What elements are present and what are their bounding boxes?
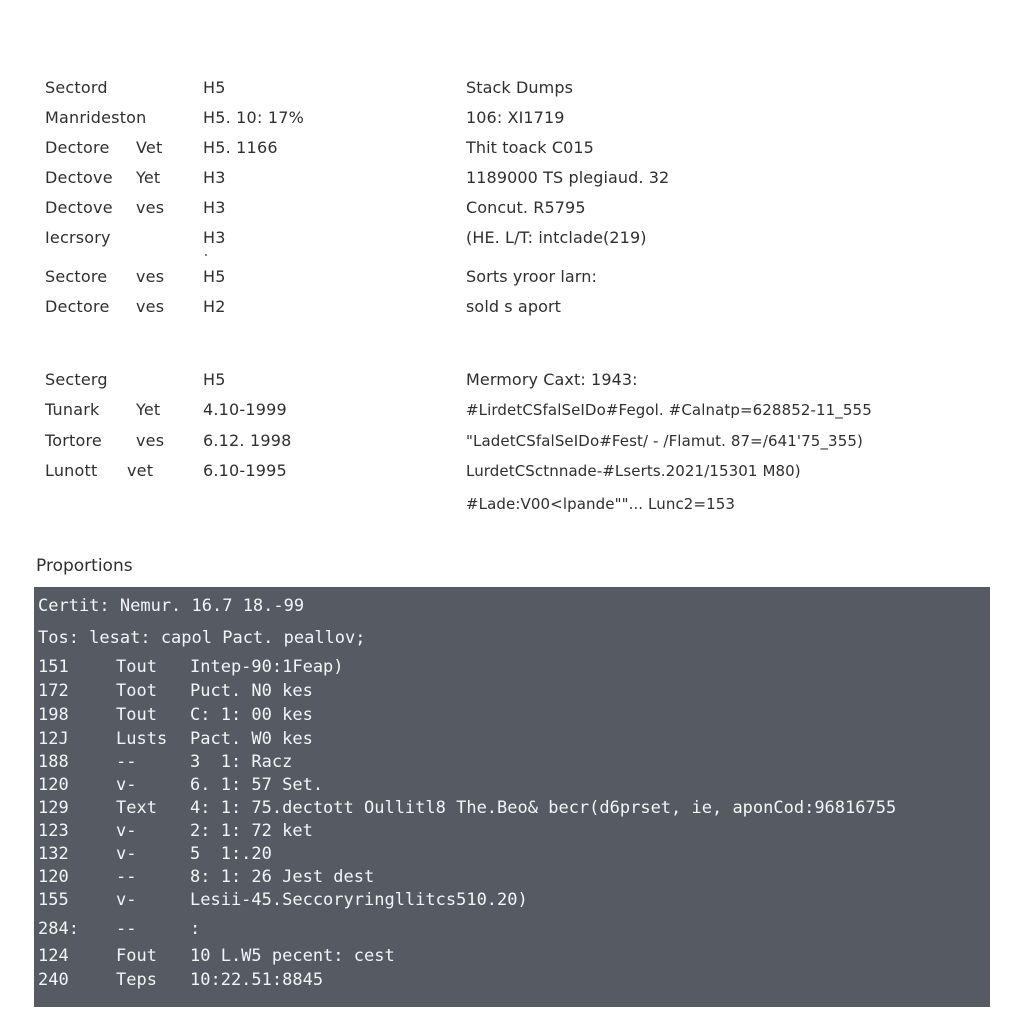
row-name: Dectore: [45, 297, 110, 316]
row-flag: Yet: [136, 168, 161, 187]
row-name: Lunott: [45, 461, 98, 480]
row-flag: ves: [136, 297, 165, 316]
row-id: 284:: [38, 919, 79, 939]
stack-line: Concut. R5795: [466, 198, 586, 217]
row-detail: Pact. W0 kes: [190, 729, 313, 749]
row-value: 6.10-1995: [203, 461, 287, 480]
row-detail: 2: 1: 72 ket: [190, 821, 313, 841]
row-value: H5: [203, 267, 226, 286]
stack-line: 106: XI1719: [466, 108, 565, 127]
console-header-line: Tos: lesat: capol Pact. peallov;: [38, 628, 366, 648]
row-id: 12J: [38, 729, 69, 749]
row-flag: ves: [136, 198, 165, 217]
row-type: v-: [116, 775, 137, 795]
row-type: Fout: [116, 946, 157, 966]
row-name: Dectove: [45, 198, 113, 217]
row-flag: vet: [127, 461, 154, 480]
row-value: H5. 10: 17%: [203, 108, 304, 127]
row-type: Toot: [116, 681, 157, 701]
stack-line: (HE. L/T: intclade(219): [466, 228, 647, 247]
memory-line: LurdetCSctnnade-#Lserts.2021/15301 M80): [466, 462, 801, 480]
row-detail: 4: 1: 75.dectott Oullitl8 The.Beo& becr(d6prset, ie, aponCod:96816755: [190, 798, 897, 818]
row-value: H3: [203, 228, 226, 247]
row-detail: :: [190, 919, 201, 939]
row-name: Sectord: [45, 78, 108, 97]
row-detail: 3 1: Racz: [190, 752, 293, 772]
row-id: 172: [38, 681, 69, 701]
row-flag: ves: [136, 431, 165, 450]
row-id: 124: [38, 946, 69, 966]
console-header-line: Certit: Nemur. 16.7 18.-99: [38, 596, 305, 616]
row-type: Teps: [116, 970, 157, 990]
row-detail: Puct. N0 kes: [190, 681, 313, 701]
row-name: Sectore: [45, 267, 108, 286]
row-id: 132: [38, 844, 69, 864]
row-detail: 6. 1: 57 Set.: [190, 775, 324, 795]
memory-title: Mermory Caxt: 1943:: [466, 370, 638, 389]
row-type: v-: [116, 821, 137, 841]
row-value: H5: [203, 78, 226, 97]
row-id: 240: [38, 970, 69, 990]
row-id: 120: [38, 775, 69, 795]
row-flag: Yet: [136, 400, 161, 419]
proportions-title: Proportions: [36, 556, 133, 576]
row-name: Tunark: [45, 400, 100, 419]
console-panel[interactable]: [34, 587, 990, 1007]
row-type: Tout: [116, 657, 157, 677]
row-value: 4.10-1999: [203, 400, 287, 419]
row-type: Text: [116, 798, 157, 818]
row-value: H5. 1166: [203, 138, 278, 157]
row-type: --: [116, 867, 137, 887]
row-value: 6.12. 1998: [203, 431, 292, 450]
row-value: H3: [203, 198, 226, 217]
stack-line: Thit toack C015: [466, 138, 594, 157]
row-value: H3: [203, 168, 226, 187]
row-type: Lusts: [116, 729, 168, 749]
row-flag: ves: [136, 267, 165, 286]
row-type: --: [116, 752, 137, 772]
stack-dumps-title: Stack Dumps: [466, 78, 574, 97]
row-name: Dectove: [45, 168, 113, 187]
memory-line: #LirdetCSfalSeIDo#Fegol. #Calnatp=628852-11_555: [466, 401, 872, 419]
row-detail: Lesii-45.Seccoryringllitcs510.20): [190, 890, 528, 910]
row-name: Iecrsory: [45, 228, 111, 247]
memory-line: #Lade:V00<lpande""... Lunc2=153: [466, 495, 736, 513]
row-type: --: [116, 919, 137, 939]
row-id: 188: [38, 752, 69, 772]
row-id: 120: [38, 867, 69, 887]
row-name: Secterg: [45, 370, 108, 389]
row-type: v-: [116, 844, 137, 864]
row-name: Dectore: [45, 138, 110, 157]
row-value: H2: [203, 297, 226, 316]
stray-dot: [205, 254, 207, 256]
row-name: Tortore: [45, 431, 102, 450]
row-type: Tout: [116, 705, 157, 725]
row-detail: 10 L.W5 pecent: cest: [190, 946, 395, 966]
row-detail: C: 1: 00 kes: [190, 705, 313, 725]
row-detail: 10:22.51:8845: [190, 970, 324, 990]
row-detail: Intep-90:1Feap): [190, 657, 344, 677]
row-id: 129: [38, 798, 69, 818]
row-name: Manrideston: [45, 108, 147, 127]
stack-line: sold s aport: [466, 297, 562, 316]
row-id: 123: [38, 821, 69, 841]
row-type: v-: [116, 890, 137, 910]
stack-line: 1189000 TS plegiaud. 32: [466, 168, 670, 187]
memory-line: "LadetCSfalSeIDo#Fest/ - /Flamut. 87=/641'75_355): [466, 432, 863, 450]
row-flag: Vet: [136, 138, 163, 157]
row-detail: 8: 1: 26 Jest dest: [190, 867, 375, 887]
row-id: 155: [38, 890, 69, 910]
row-detail: 5 1:.20: [190, 844, 272, 864]
row-id: 151: [38, 657, 69, 677]
stack-line: Sorts yroor larn:: [466, 267, 597, 286]
row-value: H5: [203, 370, 226, 389]
row-id: 198: [38, 705, 69, 725]
